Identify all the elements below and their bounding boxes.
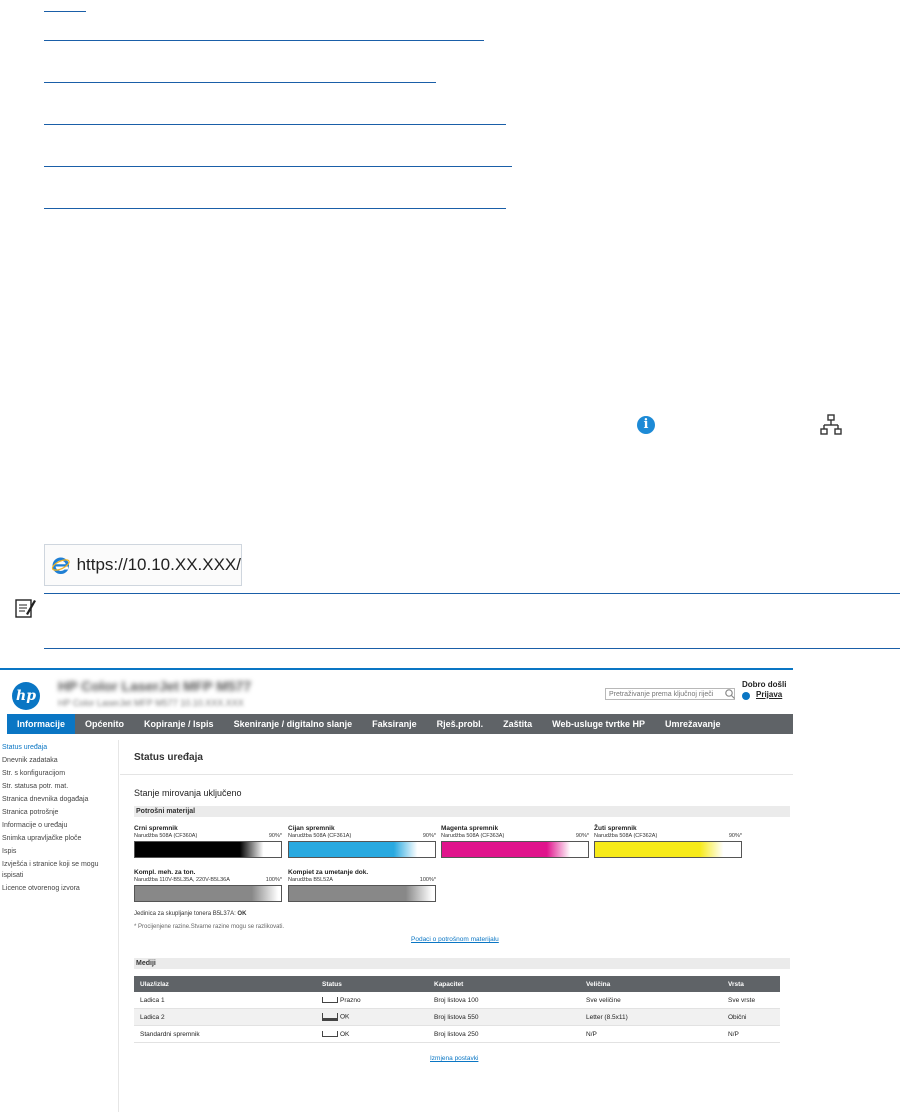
toner-fuser-kit (134, 869, 282, 902)
cartridge-order: Narudžba 508A (CF361A) (288, 833, 352, 839)
doc-link-4[interactable] (44, 166, 512, 167)
tray-empty-icon (322, 1031, 338, 1037)
page-title: Status uređaja (134, 752, 203, 763)
cartridge-level-bar (134, 885, 282, 902)
internet-explorer-icon (51, 552, 71, 578)
column-header: Ulaz/izlaz (134, 976, 316, 992)
sidebar-item-status-potr-mat[interactable]: Str. statusa potr. mat. (2, 783, 69, 790)
toner-collection-label: Jedinica za skupljanje tonera B5L37A: (134, 911, 236, 917)
sidebar-item-dnevnik-zadataka[interactable]: Dnevnik zadataka (2, 757, 58, 764)
cartridge-level-fill (595, 842, 726, 857)
tray-cell: Ladica 2 (134, 1009, 316, 1026)
column-header: Status (316, 976, 428, 992)
cartridge-name: Žuti spremnik (594, 825, 637, 832)
sidebar-item-licence[interactable]: Licence otvorenog izvora (2, 885, 80, 892)
cartridge-name: Cijan spremnik (288, 825, 335, 832)
tab-kopiranje-ispis[interactable]: Kopiranje / Ispis (144, 719, 214, 729)
doc-link-2[interactable] (44, 82, 436, 83)
cartridge-order: Narudžba 508A (CF363A) (441, 833, 505, 839)
cartridge-level-bar (441, 841, 589, 858)
url-text: https://10.10.XX.XXX/ (76, 555, 241, 574)
cartridge-order: Narudžba 508A (CF362A) (594, 833, 658, 839)
welcome-text: Dobro došli (742, 680, 787, 689)
tray-cell: Ladica 1 (134, 992, 316, 1009)
ews-screenshot (0, 668, 793, 1112)
printer-subtitle: HP Color LaserJet MFP M577 10.10.XXX.XXX (58, 698, 244, 708)
status-cell (316, 992, 428, 1009)
column-header: Kapacitet (428, 976, 580, 992)
main-content (120, 740, 793, 1112)
cartridge-name: Kompl. meh. za ton. (134, 869, 196, 876)
note-top-rule (44, 593, 900, 594)
sidebar-item-informacije-o-uredaju[interactable]: Informacije o uređaju (2, 822, 68, 829)
cartridge-level-fill (135, 842, 266, 857)
status-text: Prazno (340, 996, 361, 1004)
toner-collection-status: OK (237, 911, 247, 917)
media-section-header: Mediji (134, 958, 790, 969)
cartridge-level: 90%* (728, 833, 742, 839)
sidebar-item-konfiguracija[interactable]: Str. s konfiguracijom (2, 770, 66, 777)
cartridge-cyan (288, 825, 436, 858)
cartridge-name: Crni spremnik (134, 825, 178, 832)
note-bottom-rule (44, 648, 900, 649)
capacity-cell: Broj listova 550 (428, 1009, 580, 1026)
tray-cell: Standardni spremnik (134, 1026, 316, 1043)
sidebar-item-ispis[interactable]: Ispis (2, 848, 17, 855)
status-text: OK (340, 1013, 350, 1021)
estimate-note: * Procijenjene razine.Stvarne razine mogu se razlikovati. (134, 924, 285, 930)
cartridge-level-fill (135, 886, 281, 901)
tab-zastita[interactable]: Zaštita (503, 719, 533, 729)
cartridge-order: Narudžba 110V-B5L35A, 220V-B5L36A (134, 877, 230, 883)
cartridge-level: 90%* (268, 833, 282, 839)
cartridge-level-bar (594, 841, 742, 858)
hp-logo: hp (12, 682, 40, 710)
toner-collection-unit (134, 911, 246, 917)
tab-faksiranje[interactable]: Faksiranje (372, 719, 417, 729)
size-cell: Sve veličine (580, 992, 722, 1009)
cartridge-black (134, 825, 282, 858)
cartridge-order: Narudžba 508A (CF360A) (134, 833, 198, 839)
size-cell: N/P (580, 1026, 722, 1043)
cartridge-level: 100%* (265, 877, 282, 883)
search-input[interactable]: Pretraživanje prema ključnoj riječi (605, 688, 735, 700)
sidebar-item-status-uredaja[interactable]: Status uređaja (2, 744, 48, 751)
status-cell (316, 1026, 428, 1043)
table-row (134, 1009, 780, 1026)
type-cell: N/P (722, 1026, 780, 1043)
supplies-info-link[interactable]: Podaci o potrošnom materijalu (411, 936, 499, 943)
sidebar-item-izvjesca[interactable]: Izvješća i stranice koji se mogu ispisati (2, 861, 99, 879)
doc-link-1[interactable] (44, 40, 484, 41)
type-cell: Obični (722, 1009, 780, 1026)
cartridge-level-fill (289, 842, 420, 857)
cartridge-level-bar (288, 885, 436, 902)
sidebar-item-snimka-ploce[interactable]: Snimka upravljačke ploče (2, 835, 82, 842)
network-icon (820, 414, 842, 436)
change-settings-link[interactable]: Izmjena postavki (430, 1055, 479, 1062)
title-divider (120, 774, 793, 775)
cartridge-level: 90%* (575, 833, 589, 839)
supplies-section-header: Potrošni materijal (134, 806, 790, 817)
column-header: Veličina (580, 976, 722, 992)
capacity-cell: Broj listova 250 (428, 1026, 580, 1043)
cartridge-yellow (594, 825, 742, 858)
doc-link-5[interactable] (44, 208, 506, 209)
info-icon: i (637, 416, 655, 434)
main-nav (7, 714, 793, 734)
capacity-cell: Broj listova 100 (428, 992, 580, 1009)
size-cell: Letter (8.5x11) (580, 1009, 722, 1026)
tab-web-usluge[interactable]: Web-usluge tvrtke HP (552, 719, 646, 729)
column-header: Vrsta (722, 976, 780, 992)
doc-link-3[interactable] (44, 124, 506, 125)
tab-skeniranje[interactable]: Skeniranje / digitalno slanje (233, 719, 353, 729)
cartridge-level: 100%* (419, 877, 436, 883)
cartridge-level: 90%* (422, 833, 436, 839)
printer-name: HP Color LaserJet MFP M577 (58, 678, 252, 694)
sidebar-item-dnevnik-dogadaja[interactable]: Stranica dnevnika događaja (2, 796, 89, 803)
tab-umrezavanje[interactable]: Umrežavanje (665, 719, 721, 729)
table-row (134, 992, 780, 1009)
status-cell (316, 1009, 428, 1026)
media-table (134, 976, 780, 1043)
sidebar-item-potrosnja[interactable]: Stranica potrošnje (2, 809, 59, 816)
document-feeder-kit (288, 869, 436, 902)
table-row (134, 1026, 780, 1043)
cartridge-level-fill (442, 842, 573, 857)
ews-top-stripe (0, 668, 793, 670)
cartridge-name: Kompiet za umetanje dok. (288, 869, 369, 876)
sign-in-link[interactable]: Prijava (756, 690, 783, 699)
device-status: Stanje mirovanja uključeno (134, 788, 242, 798)
cartridge-order: Narudžba B5L52A (288, 877, 333, 883)
cartridge-name: Magenta spremnik (441, 825, 499, 832)
cartridge-magenta (441, 825, 589, 858)
cartridge-level-bar (288, 841, 436, 858)
note-icon (14, 597, 36, 619)
sidebar (0, 740, 119, 1112)
sign-in-icon[interactable] (742, 692, 750, 700)
status-text: OK (340, 1030, 350, 1038)
tray-empty-icon (322, 997, 338, 1003)
search-icon[interactable] (724, 688, 736, 700)
browser-address-bar[interactable] (44, 544, 242, 586)
type-cell: Sve vrste (722, 992, 780, 1009)
tab-rjes-probl[interactable]: Rješ.probl. (436, 719, 484, 729)
cartridge-level-fill (289, 886, 435, 901)
table-header-row (134, 976, 780, 992)
doc-link-0[interactable] (44, 11, 86, 12)
tab-opcenito[interactable]: Općenito (85, 719, 125, 729)
tab-informacije[interactable]: Informacije (7, 714, 75, 734)
tray-full-icon (322, 1013, 338, 1021)
cartridge-level-bar (134, 841, 282, 858)
